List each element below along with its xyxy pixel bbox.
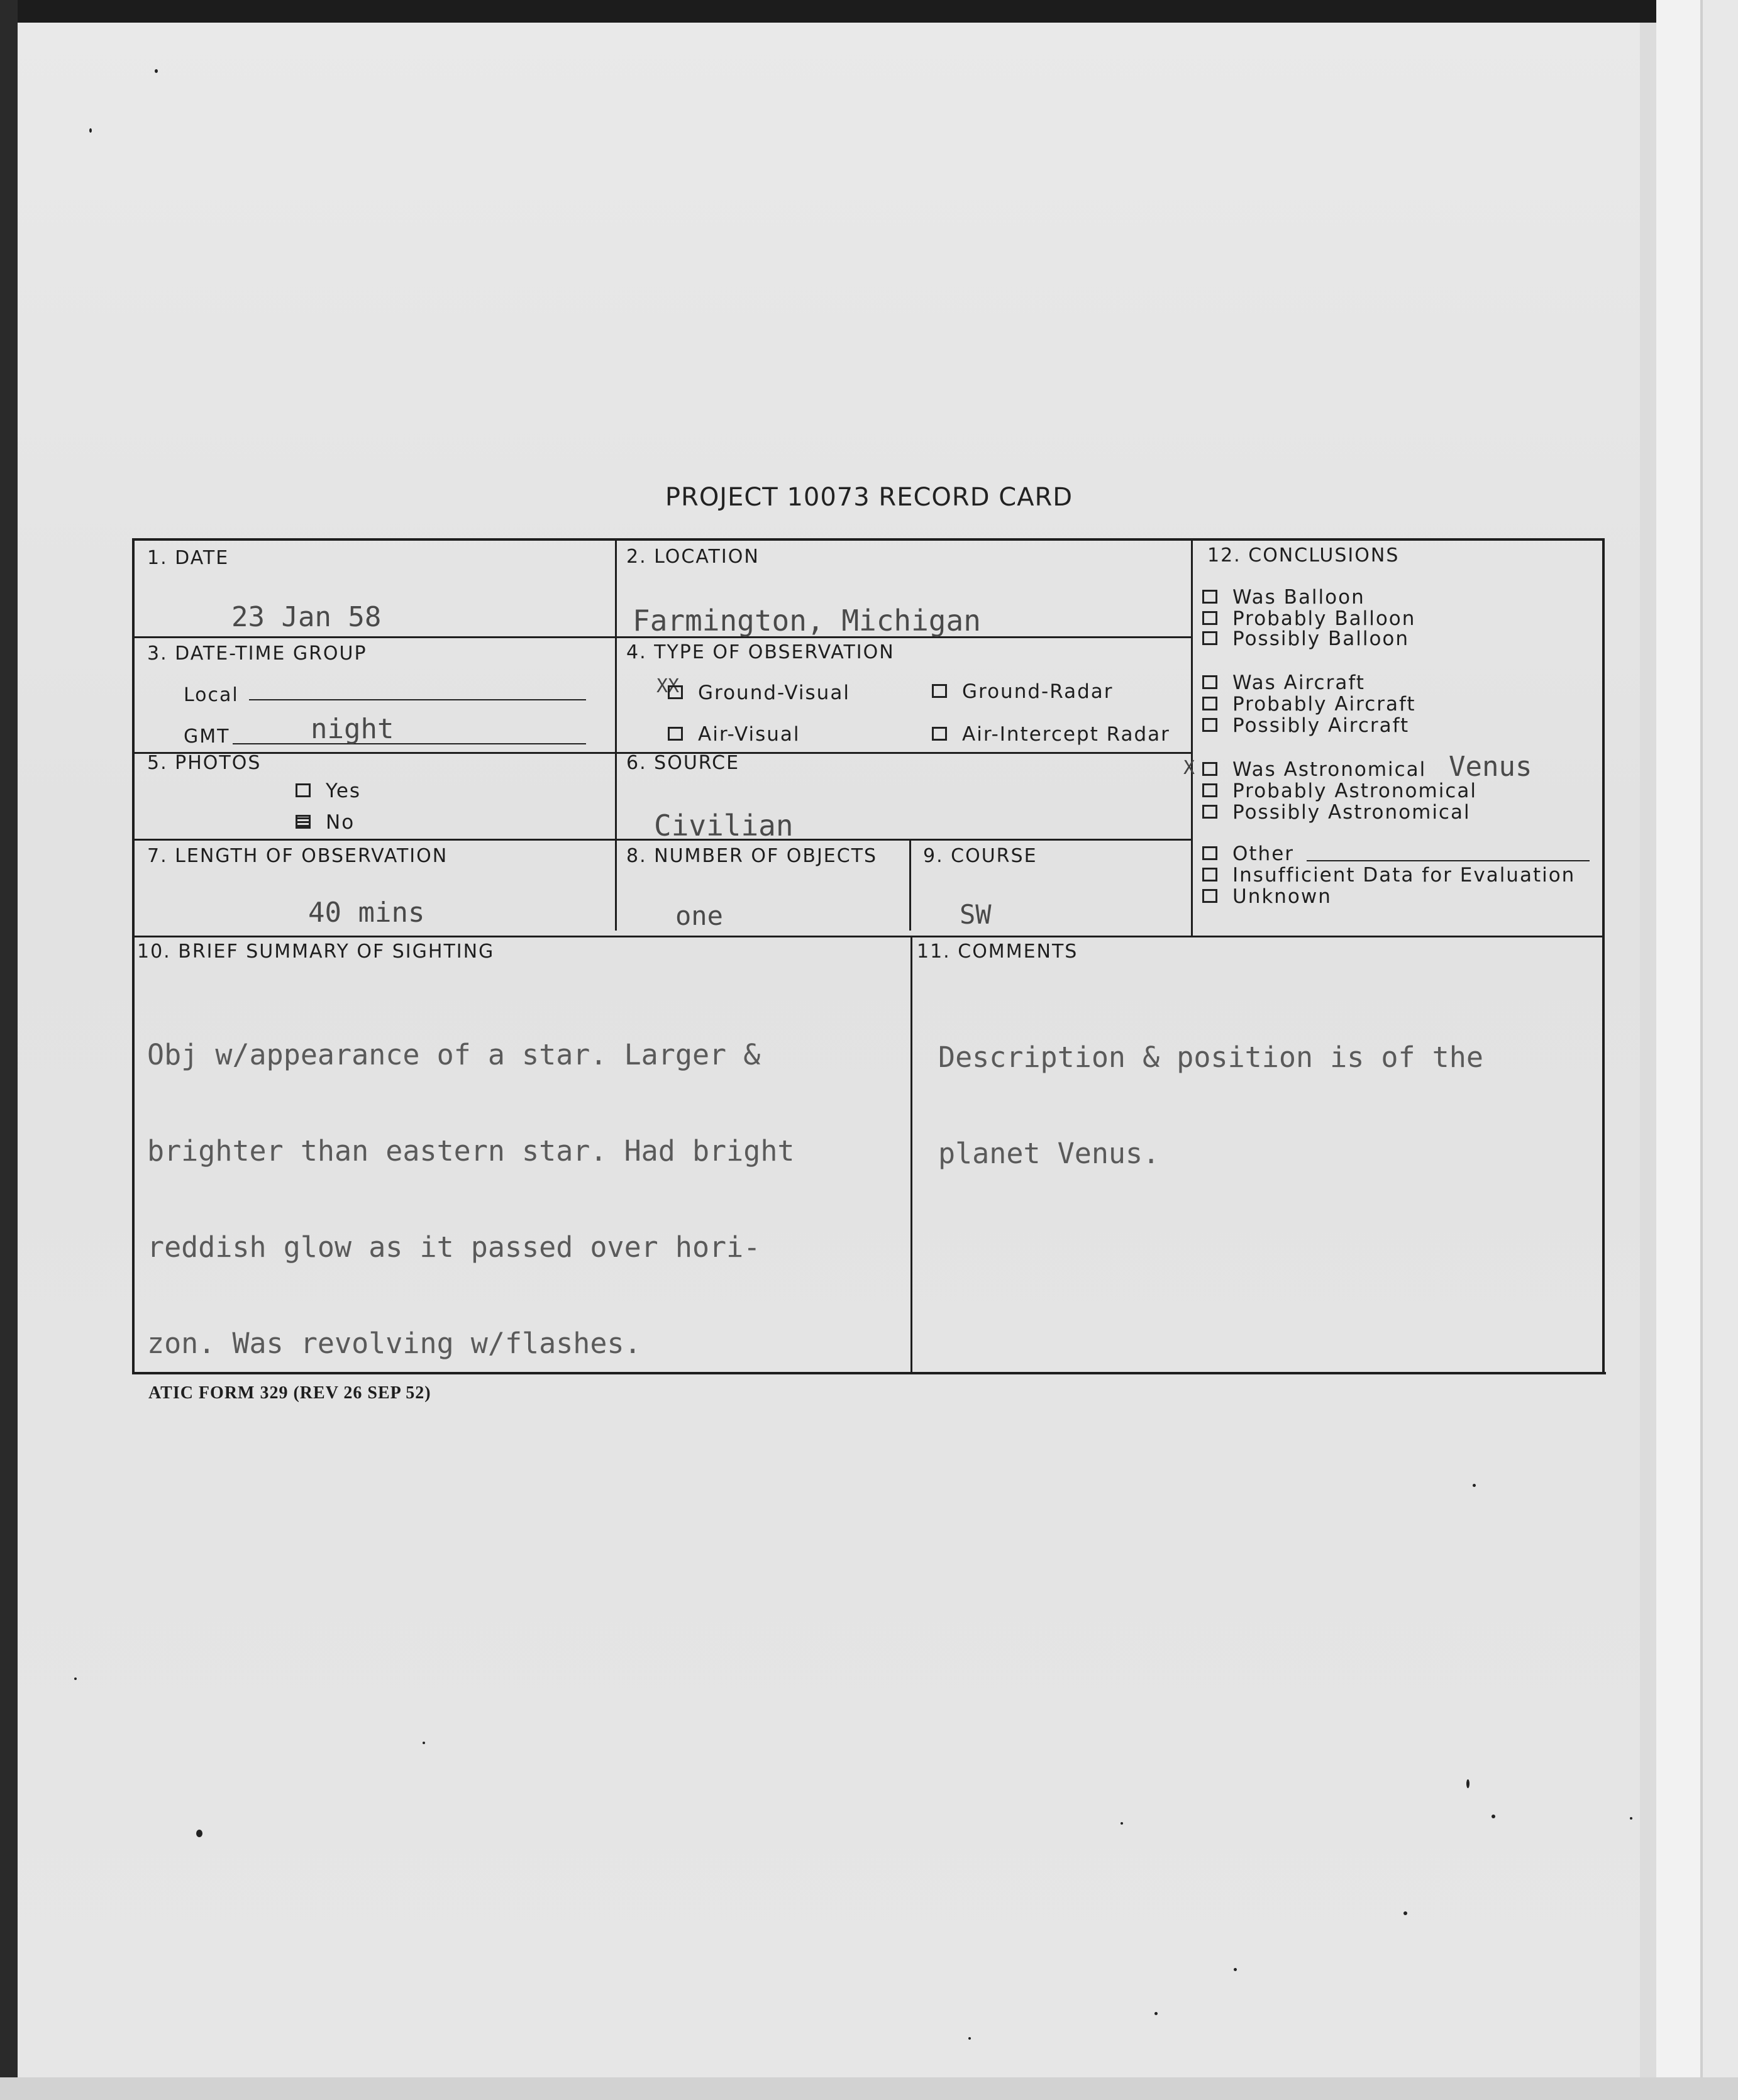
- scan-speck: [1121, 1822, 1123, 1825]
- form-footer: ATIC FORM 329 (REV 26 SEP 52): [148, 1383, 431, 1403]
- conclusion-possibly-aircraft[interactable]: Possibly Aircraft: [1202, 714, 1409, 737]
- course-label: 9. COURSE: [923, 845, 1038, 867]
- checkbox-ground-radar[interactable]: [932, 684, 947, 698]
- scan-edge-right-strip: [1700, 0, 1738, 2100]
- checkbox-unknown[interactable]: [1202, 889, 1217, 903]
- comments-line: planet Venus.: [938, 1137, 1160, 1170]
- conclusions-label: 12. CONCLUSIONS: [1207, 544, 1400, 566]
- scan-speck: [1473, 1484, 1476, 1487]
- was-astronomical-check-mark: X: [1183, 757, 1195, 779]
- summary-text: [147, 975, 795, 1423]
- conclusion-probably-aircraft[interactable]: Probably Aircraft: [1202, 693, 1416, 716]
- divider-v-left: [615, 538, 617, 931]
- astronomical-note: Venus: [1449, 751, 1532, 783]
- scan-speck: [74, 1677, 77, 1680]
- scan-speck: [1466, 1779, 1470, 1788]
- scan-speck: [1630, 1817, 1632, 1820]
- gmt-underline: [233, 743, 586, 744]
- option-air-intercept-radar[interactable]: Air-Intercept Radar: [932, 723, 1170, 746]
- checkbox-was-balloon[interactable]: [1202, 590, 1217, 604]
- date-value: 23 Jan 58: [231, 601, 382, 633]
- source-label: 6. SOURCE: [626, 752, 740, 774]
- conclusion-probably-balloon[interactable]: Probably Balloon: [1202, 607, 1415, 630]
- record-card-form: [132, 538, 1603, 1373]
- scan-speck: [196, 1830, 202, 1837]
- date-time-group-label: 3. DATE-TIME GROUP: [147, 643, 367, 665]
- conclusion-possibly-balloon[interactable]: Possibly Balloon: [1202, 627, 1409, 650]
- date-label: 1. DATE: [147, 547, 230, 569]
- scan-edge-bottom: [0, 2077, 1738, 2100]
- scan-speck: [423, 1742, 425, 1744]
- checkbox-possibly-astronomical[interactable]: [1202, 805, 1217, 819]
- scan-edge-top: [0, 0, 1738, 23]
- conclusion-unknown[interactable]: Unknown: [1202, 885, 1332, 908]
- option-photos-no[interactable]: No: [296, 811, 355, 834]
- checkbox-possibly-balloon[interactable]: [1202, 631, 1217, 645]
- checkbox-was-aircraft[interactable]: [1202, 675, 1217, 689]
- checkbox-air-visual[interactable]: [668, 727, 683, 741]
- checkbox-photos-yes[interactable]: [296, 783, 311, 797]
- summary-label: 10. BRIEF SUMMARY OF SIGHTING: [137, 941, 495, 963]
- checkbox-other[interactable]: [1202, 846, 1217, 860]
- conclusion-insufficient-data[interactable]: Insufficient Data for Evaluation: [1202, 864, 1575, 887]
- conclusion-probably-astronomical[interactable]: Probably Astronomical: [1202, 780, 1477, 802]
- checkbox-probably-aircraft[interactable]: [1202, 697, 1217, 710]
- comments-line: Description & position is of the: [938, 1041, 1483, 1074]
- scan-speck: [968, 2037, 971, 2040]
- summary-line: reddish glow as it passed over hori-: [147, 1230, 761, 1264]
- length-label: 7. LENGTH OF OBSERVATION: [147, 845, 448, 867]
- conclusion-was-astronomical[interactable]: Was Astronomical: [1202, 758, 1426, 781]
- number-of-objects-value: one: [675, 900, 723, 931]
- form-border-left: [132, 538, 135, 1374]
- checkbox-ground-visual[interactable]: [668, 685, 683, 699]
- location-value: Farmington, Michigan: [633, 604, 981, 638]
- local-underline: [249, 699, 586, 700]
- photos-label: 5. PHOTOS: [147, 752, 262, 774]
- conclusion-other[interactable]: Other: [1202, 843, 1294, 865]
- source-value: Civilian: [654, 809, 794, 843]
- option-ground-visual[interactable]: Ground-Visual: [668, 682, 850, 704]
- card-title: PROJECT 10073 RECORD CARD: [665, 483, 1073, 512]
- scan-speck: [1403, 1911, 1407, 1915]
- gmt-value: night: [311, 713, 394, 745]
- option-photos-yes[interactable]: Yes: [296, 780, 361, 802]
- divider-v-course: [909, 840, 911, 931]
- scan-speck: [1234, 1968, 1237, 1971]
- type-of-observation-label: 4. TYPE OF OBSERVATION: [626, 641, 895, 663]
- scan-speck: [155, 69, 158, 73]
- checkbox-probably-astronomical[interactable]: [1202, 783, 1217, 797]
- conclusion-was-aircraft[interactable]: Was Aircraft: [1202, 671, 1365, 694]
- scan-speck: [1154, 2012, 1158, 2015]
- scan-speck: [1492, 1815, 1495, 1818]
- option-air-visual[interactable]: Air-Visual: [668, 723, 800, 746]
- local-label: Local: [184, 684, 239, 706]
- form-border-right: [1602, 538, 1605, 1374]
- scan-edge-left: [0, 0, 18, 2100]
- summary-line: Obj w/appearance of a star. Larger &: [147, 1038, 761, 1071]
- divider-v-summary: [911, 936, 912, 1373]
- checkbox-possibly-aircraft[interactable]: [1202, 718, 1217, 732]
- gmt-label: GMT: [184, 726, 230, 748]
- course-value: SW: [960, 899, 992, 930]
- ground-visual-check-mark: XX: [656, 675, 680, 697]
- conclusion-was-balloon[interactable]: Was Balloon: [1202, 586, 1365, 609]
- form-border-top: [132, 538, 1603, 541]
- checkbox-was-astronomical[interactable]: [1202, 762, 1217, 776]
- number-of-objects-label: 8. NUMBER OF OBJECTS: [626, 845, 878, 867]
- checkbox-probably-balloon[interactable]: [1202, 611, 1217, 625]
- summary-line: brighter than eastern star. Had bright: [147, 1134, 795, 1168]
- divider-v-conclusions: [1191, 538, 1193, 936]
- checkbox-insufficient-data[interactable]: [1202, 868, 1217, 881]
- checkbox-air-intercept-radar[interactable]: [932, 727, 947, 741]
- scan-speck: [89, 128, 92, 133]
- location-label: 2. LOCATION: [626, 546, 760, 568]
- conclusion-possibly-astronomical[interactable]: Possibly Astronomical: [1202, 801, 1471, 824]
- summary-line: zon. Was revolving w/flashes.: [147, 1327, 641, 1360]
- other-underline: [1307, 860, 1590, 861]
- divider-h-row4: [132, 936, 1603, 937]
- comments-text: [938, 977, 1483, 1234]
- checkbox-photos-no[interactable]: [296, 815, 311, 829]
- length-value: 40 mins: [308, 897, 425, 929]
- comments-label: 11. COMMENTS: [917, 941, 1078, 963]
- option-ground-radar[interactable]: Ground-Radar: [932, 680, 1114, 703]
